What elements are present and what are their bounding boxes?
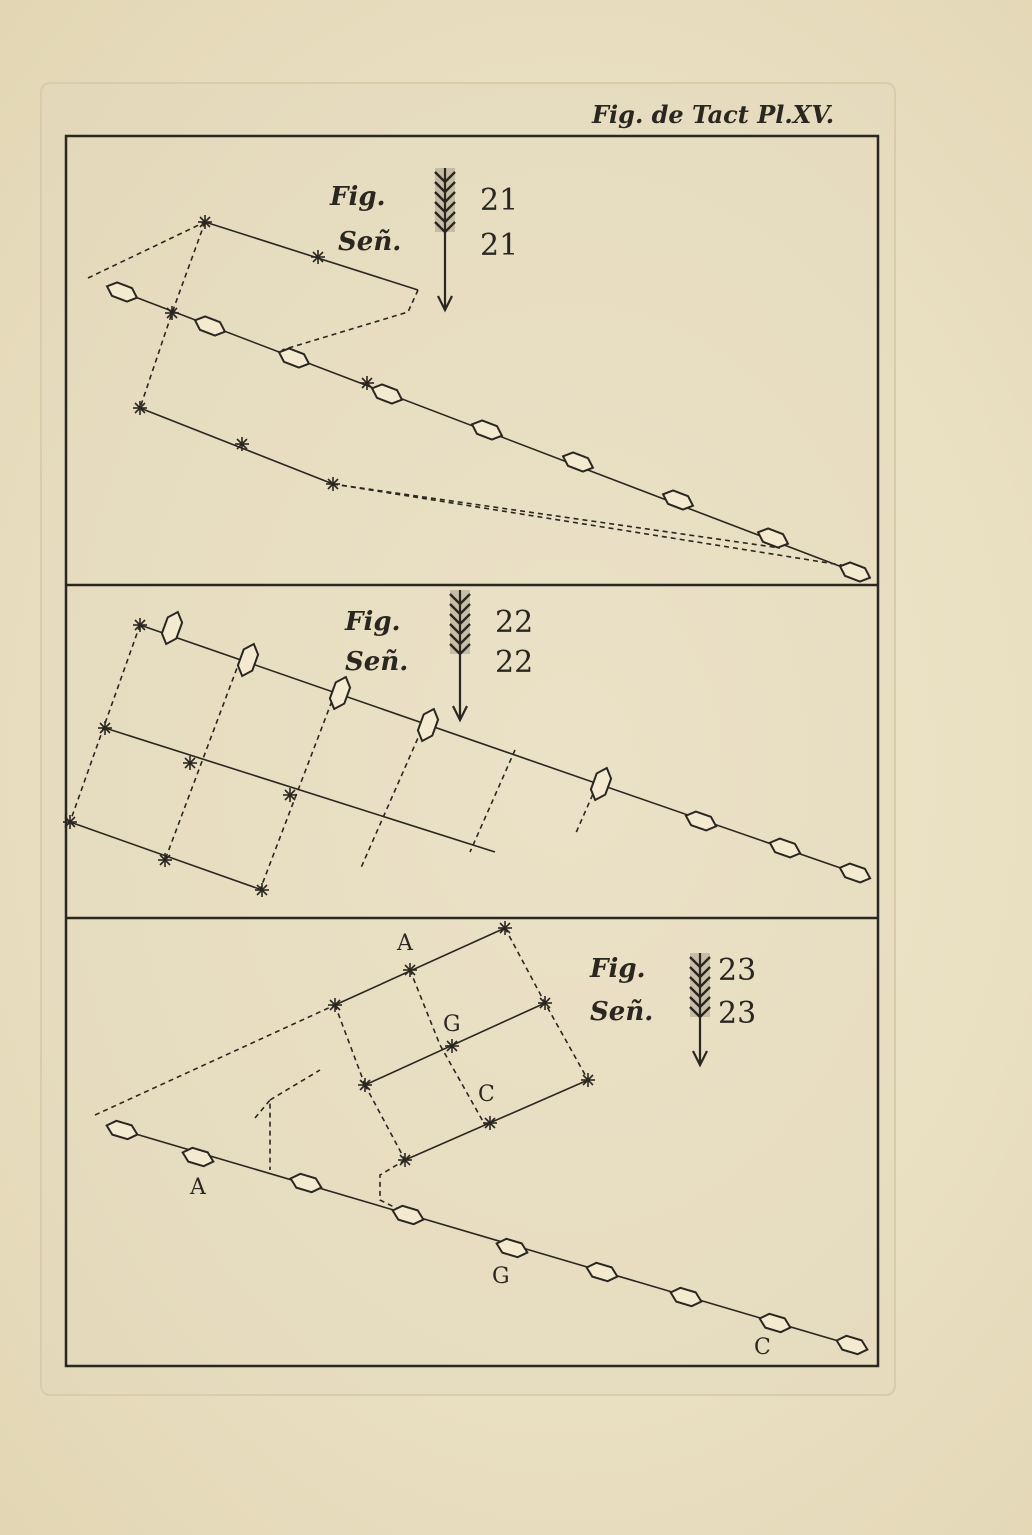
fig-number-21: 21 xyxy=(480,183,519,218)
dashed-v5 xyxy=(470,750,515,852)
ship-icon xyxy=(669,1286,704,1309)
star-marker-icon xyxy=(63,815,77,829)
ship-icon xyxy=(469,418,504,443)
fig-number-23: 23 xyxy=(718,953,757,988)
star-marker-icon xyxy=(483,1116,497,1130)
ship-icon xyxy=(495,1237,530,1260)
figure-21 xyxy=(88,168,873,584)
lower-line xyxy=(140,408,333,484)
ship-icon xyxy=(684,809,719,833)
letter-a-line: A xyxy=(190,1175,206,1200)
star-marker-icon xyxy=(165,306,179,320)
sen-number-21: 21 xyxy=(480,228,519,263)
ship-icon xyxy=(276,346,311,371)
ship-icon xyxy=(755,526,790,551)
star-marker-icon xyxy=(198,215,212,229)
figure-22 xyxy=(63,590,872,897)
fig-label-21: Fig. xyxy=(330,182,386,212)
star-marker-icon xyxy=(403,963,417,977)
star-marker-icon xyxy=(158,853,172,867)
dashed-v3 xyxy=(260,693,335,890)
dashed-v2 xyxy=(165,660,240,860)
star-marker-icon xyxy=(358,1078,372,1092)
ship-icon xyxy=(159,609,185,646)
arrow-feather-icon xyxy=(450,590,470,654)
rear-line-C xyxy=(405,1080,588,1160)
star-marker-icon xyxy=(235,437,249,451)
sen-label-21: Señ. xyxy=(338,227,402,257)
ship-icon xyxy=(758,1312,793,1335)
ship-icon xyxy=(415,706,441,743)
ship-icon xyxy=(192,314,227,339)
sen-label-22: Señ. xyxy=(345,647,409,677)
figure-23 xyxy=(95,921,869,1360)
rear-line-A xyxy=(335,928,505,1005)
ship-icon xyxy=(289,1172,324,1195)
letter-a-top: A xyxy=(397,931,413,956)
dashed-lead xyxy=(95,1005,335,1115)
letter-g-line: G xyxy=(492,1264,510,1289)
dashed-closure-2 xyxy=(333,484,780,548)
line-of-battle xyxy=(122,1130,852,1345)
outer-frame xyxy=(66,136,878,1366)
fig-label-23: Fig. xyxy=(590,954,646,984)
wind-arrow-23 xyxy=(690,953,710,1065)
wind-arrow-21 xyxy=(435,168,455,310)
ship-icon xyxy=(369,382,404,407)
star-marker-icon xyxy=(133,618,147,632)
star-marker-icon xyxy=(255,883,269,897)
ship-icon xyxy=(768,836,803,860)
ship-icon xyxy=(235,641,261,678)
ship-icon xyxy=(837,560,872,585)
panel-frames xyxy=(66,136,878,1366)
letter-g-mid: G xyxy=(443,1012,461,1037)
ship-icon xyxy=(838,861,873,885)
star-marker-icon xyxy=(445,1039,459,1053)
dashed-closure xyxy=(333,484,860,568)
arrow-feather-icon xyxy=(690,953,710,1017)
fig-number-22: 22 xyxy=(495,605,534,640)
star-marker-icon xyxy=(538,996,552,1010)
dashed-bridge xyxy=(270,1070,320,1100)
star-marker-icon xyxy=(328,998,342,1012)
dashed-G-C xyxy=(365,1085,405,1160)
letter-c-line: C xyxy=(754,1335,771,1360)
sen-label-23: Señ. xyxy=(590,997,654,1027)
dashed-A-G xyxy=(335,1005,365,1085)
star-marker-icon xyxy=(283,788,297,802)
ship-icon xyxy=(391,1204,426,1227)
sen-number-23: 23 xyxy=(718,996,757,1031)
wind-arrow-22 xyxy=(450,590,470,720)
star-marker-icon xyxy=(326,477,340,491)
dashed-turn xyxy=(282,290,418,350)
middle-line xyxy=(105,728,495,852)
fig-label-22: Fig. xyxy=(345,607,401,637)
star-marker-icon xyxy=(498,921,512,935)
arrow-feather-icon xyxy=(435,168,455,232)
ship-icon xyxy=(835,1334,870,1357)
ship-icon xyxy=(104,280,139,305)
star-marker-icon xyxy=(581,1073,595,1087)
letter-c-mid: C xyxy=(478,1082,495,1107)
plate-title: Fig. de Tact Pl.XV. xyxy=(592,100,835,129)
sen-number-22: 22 xyxy=(495,645,534,680)
star-marker-icon xyxy=(398,1153,412,1167)
ship-icon xyxy=(105,1119,140,1142)
dashed-link xyxy=(88,222,205,278)
star-marker-icon xyxy=(98,721,112,735)
dashed-hook xyxy=(255,1100,270,1170)
ship-icon xyxy=(585,1261,620,1284)
dashed-v4 xyxy=(360,722,425,870)
star-marker-icon xyxy=(133,401,147,415)
star-marker-icon xyxy=(311,250,325,264)
star-marker-icon xyxy=(183,756,197,770)
